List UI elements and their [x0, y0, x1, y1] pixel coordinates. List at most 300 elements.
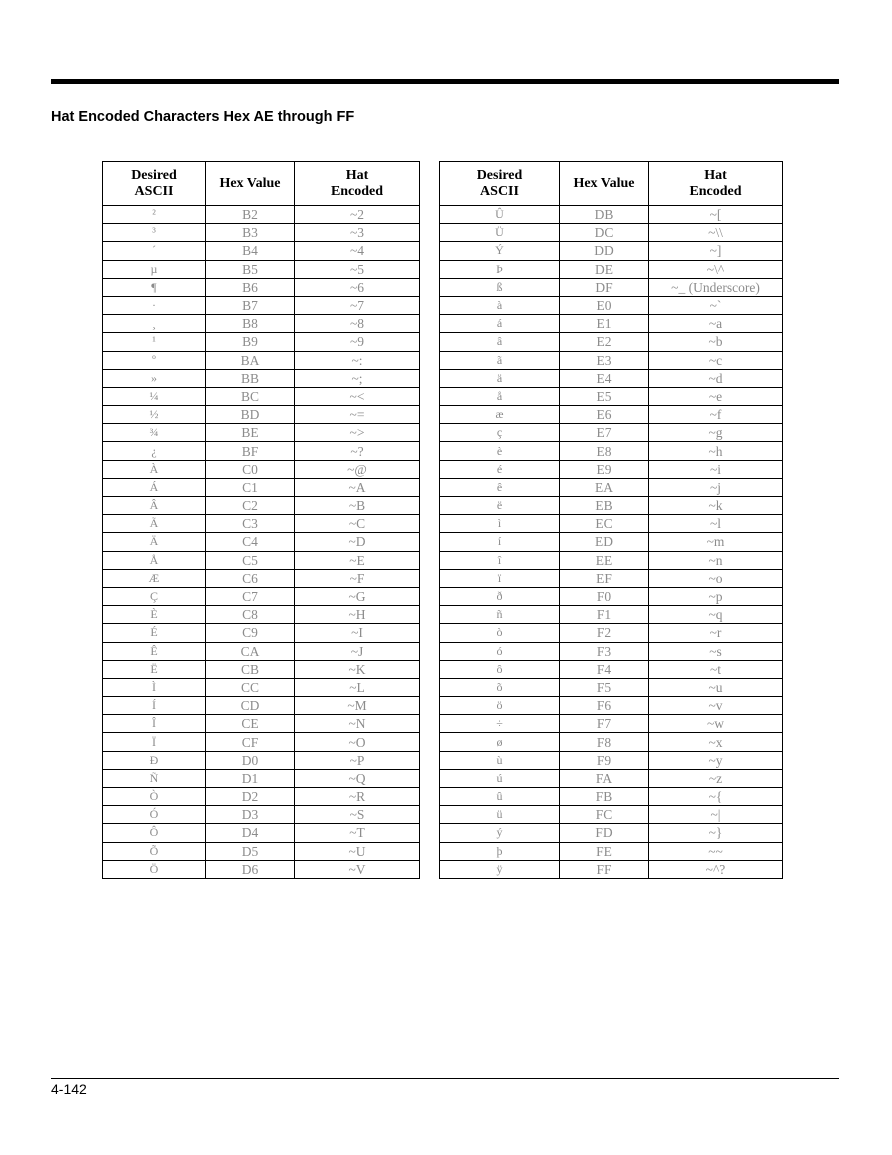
- header-desired-ascii-line2: ASCII: [134, 183, 174, 199]
- ascii-char-cell: ã: [440, 351, 560, 369]
- hex-value-cell: D2: [206, 788, 295, 806]
- hex-value-cell: E3: [560, 351, 649, 369]
- table-row: [440, 497, 783, 515]
- ascii-char-cell: ß: [440, 278, 560, 296]
- hat-encoded-cell: ~J: [295, 642, 420, 660]
- hat-encoded-cell: ~z: [649, 769, 783, 787]
- table-row: [103, 642, 420, 660]
- ascii-char-cell: Í: [103, 697, 206, 715]
- hex-value-cell: D1: [206, 769, 295, 787]
- table-row: [440, 442, 783, 460]
- ascii-char-cell: ý: [440, 824, 560, 842]
- ascii-char-cell: ð: [440, 587, 560, 605]
- hat-encoded-cell: ~L: [295, 678, 420, 696]
- hat-encoded-cell: ~@: [295, 460, 420, 478]
- hat-encoded-cell: ~5: [295, 260, 420, 278]
- hex-value-cell: E0: [560, 296, 649, 314]
- table-row: [440, 333, 783, 351]
- hex-value-cell: EC: [560, 515, 649, 533]
- hex-value-cell: F1: [560, 606, 649, 624]
- table-row: [103, 587, 420, 605]
- hex-value-cell: BE: [206, 424, 295, 442]
- bottom-rule: [51, 1078, 839, 1079]
- table-row: [103, 678, 420, 696]
- ascii-char-cell: à: [440, 296, 560, 314]
- hat-encoded-cell: ~i: [649, 460, 783, 478]
- table-row: [440, 806, 783, 824]
- ascii-char-cell: ö: [440, 697, 560, 715]
- ascii-char-cell: Ö: [103, 860, 206, 878]
- table-row: [103, 242, 420, 260]
- hex-value-cell: FC: [560, 806, 649, 824]
- hat-encoded-cell: ~D: [295, 533, 420, 551]
- page-number: 4-142: [51, 1081, 87, 1097]
- ascii-char-cell: ó: [440, 642, 560, 660]
- hex-value-cell: E5: [560, 387, 649, 405]
- ascii-char-cell: ¾: [103, 424, 206, 442]
- hat-encoded-cell: ~?: [295, 442, 420, 460]
- hat-encoded-cell: ~P: [295, 751, 420, 769]
- ascii-char-cell: ²: [103, 206, 206, 224]
- hat-encoded-cell: ~c: [649, 351, 783, 369]
- table-row: [440, 660, 783, 678]
- ascii-char-cell: Ñ: [103, 769, 206, 787]
- table-row: [103, 497, 420, 515]
- ascii-char-cell: þ: [440, 842, 560, 860]
- hex-value-cell: DC: [560, 224, 649, 242]
- hat-encoded-cell: ~f: [649, 406, 783, 424]
- ascii-char-cell: ü: [440, 806, 560, 824]
- hex-value-cell: D5: [206, 842, 295, 860]
- table-row: [103, 296, 420, 314]
- ascii-char-cell: ·: [103, 296, 206, 314]
- ascii-char-cell: Î: [103, 715, 206, 733]
- hat-encoded-cell: ~]: [649, 242, 783, 260]
- table-row: [440, 424, 783, 442]
- table-row: [440, 769, 783, 787]
- header-hat-encoded-line1: Hat: [704, 167, 727, 183]
- hex-value-cell: CB: [206, 660, 295, 678]
- table-row: [103, 406, 420, 424]
- table-row: [103, 697, 420, 715]
- hat-encoded-cell: ~3: [295, 224, 420, 242]
- hex-value-cell: FE: [560, 842, 649, 860]
- ascii-char-cell: å: [440, 387, 560, 405]
- hat-encoded-cell: ~n: [649, 551, 783, 569]
- ascii-char-cell: Á: [103, 478, 206, 496]
- header-hat-encoded-line1: Hat: [345, 167, 369, 183]
- hat-encoded-cell: ~I: [295, 624, 420, 642]
- table-row: [440, 387, 783, 405]
- hat-encoded-cell: ~d: [649, 369, 783, 387]
- table-row: [103, 824, 420, 842]
- hex-value-cell: B9: [206, 333, 295, 351]
- ascii-char-cell: ³: [103, 224, 206, 242]
- hex-value-cell: EF: [560, 569, 649, 587]
- header-hat-encoded: [295, 162, 420, 206]
- ascii-char-cell: ¼: [103, 387, 206, 405]
- hat-encoded-cell: ~r: [649, 624, 783, 642]
- table-row: [103, 769, 420, 787]
- ascii-char-cell: ÷: [440, 715, 560, 733]
- hex-value-cell: C8: [206, 606, 295, 624]
- table-row: [440, 224, 783, 242]
- hat-encoded-cell: ~6: [295, 278, 420, 296]
- table-row: [103, 460, 420, 478]
- table-row: [103, 333, 420, 351]
- table-row: [103, 551, 420, 569]
- hat-encoded-cell: ~v: [649, 697, 783, 715]
- header-desired-ascii-line1: Desired: [131, 167, 177, 183]
- table-row: [440, 296, 783, 314]
- table-row: [440, 678, 783, 696]
- hat-encoded-cell: ~R: [295, 788, 420, 806]
- table-row: [103, 533, 420, 551]
- hex-value-cell: B8: [206, 315, 295, 333]
- ascii-char-cell: ì: [440, 515, 560, 533]
- hex-value-cell: BC: [206, 387, 295, 405]
- table-row: [103, 606, 420, 624]
- header-hex-value: Hex Value: [206, 162, 295, 206]
- hat-encoded-cell: ~>: [295, 424, 420, 442]
- table-row: [103, 387, 420, 405]
- ascii-char-cell: È: [103, 606, 206, 624]
- table-row: [440, 751, 783, 769]
- hat-encoded-cell: ~4: [295, 242, 420, 260]
- hex-value-cell: C1: [206, 478, 295, 496]
- header-hat-encoded: [649, 162, 783, 206]
- table-row: [103, 860, 420, 878]
- ascii-char-cell: Ò: [103, 788, 206, 806]
- ascii-char-cell: Ü: [440, 224, 560, 242]
- table-row: [103, 515, 420, 533]
- table-row: [440, 860, 783, 878]
- table-row: [103, 315, 420, 333]
- ascii-char-cell: Ç: [103, 587, 206, 605]
- ascii-char-cell: Ã: [103, 515, 206, 533]
- hat-encoded-cell: ~_ (Underscore): [649, 278, 783, 296]
- hat-encoded-cell: ~{: [649, 788, 783, 806]
- hat-encoded-cell: ~V: [295, 860, 420, 878]
- hex-value-cell: DD: [560, 242, 649, 260]
- hat-encoded-cell: ~=: [295, 406, 420, 424]
- hat-encoded-cell: ~s: [649, 642, 783, 660]
- hat-encoded-cell: ~H: [295, 606, 420, 624]
- ascii-char-cell: ò: [440, 624, 560, 642]
- ascii-char-cell: é: [440, 460, 560, 478]
- table-row: [103, 351, 420, 369]
- table-row: [440, 551, 783, 569]
- ascii-char-cell: Ê: [103, 642, 206, 660]
- hat-encoded-cell: ~u: [649, 678, 783, 696]
- hex-value-cell: C4: [206, 533, 295, 551]
- table-row: [440, 260, 783, 278]
- hat-encoded-cell: ~g: [649, 424, 783, 442]
- header-desired-ascii: [103, 162, 206, 206]
- hat-encoded-cell: ~O: [295, 733, 420, 751]
- hex-value-cell: D6: [206, 860, 295, 878]
- table-row: [440, 624, 783, 642]
- hat-encoded-cell: ~T: [295, 824, 420, 842]
- hex-value-cell: B5: [206, 260, 295, 278]
- hex-value-cell: C9: [206, 624, 295, 642]
- hex-value-cell: F4: [560, 660, 649, 678]
- table-row: [440, 206, 783, 224]
- hex-value-cell: B2: [206, 206, 295, 224]
- table-row: [103, 224, 420, 242]
- table-row: [103, 733, 420, 751]
- ascii-char-cell: ¶: [103, 278, 206, 296]
- hex-value-cell: FF: [560, 860, 649, 878]
- hex-value-cell: E7: [560, 424, 649, 442]
- ascii-char-cell: í: [440, 533, 560, 551]
- table-row: [440, 788, 783, 806]
- hat-encoded-cell: ~t: [649, 660, 783, 678]
- hex-value-cell: C6: [206, 569, 295, 587]
- header-desired-ascii-line2: ASCII: [480, 183, 519, 199]
- hat-encoded-cell: ~F: [295, 569, 420, 587]
- hat-encoded-cell: ~`: [649, 296, 783, 314]
- hex-value-cell: FD: [560, 824, 649, 842]
- table-row: [440, 460, 783, 478]
- ascii-char-cell: õ: [440, 678, 560, 696]
- hex-value-cell: FB: [560, 788, 649, 806]
- table-row: [103, 278, 420, 296]
- table-row: [440, 587, 783, 605]
- ascii-char-cell: º: [103, 351, 206, 369]
- table-row: [103, 369, 420, 387]
- hex-value-cell: EB: [560, 497, 649, 515]
- hex-value-cell: F3: [560, 642, 649, 660]
- hex-value-cell: DB: [560, 206, 649, 224]
- hat-encoded-cell: ~S: [295, 806, 420, 824]
- hex-value-cell: F2: [560, 624, 649, 642]
- ascii-char-cell: ô: [440, 660, 560, 678]
- header-desired-ascii: [440, 162, 560, 206]
- ascii-char-cell: ´: [103, 242, 206, 260]
- table-row: [440, 733, 783, 751]
- hat-encoded-cell: ~\^: [649, 260, 783, 278]
- hat-encoded-cell: ~^?: [649, 860, 783, 878]
- table-row: [103, 842, 420, 860]
- table-row: [440, 515, 783, 533]
- ascii-char-cell: Â: [103, 497, 206, 515]
- table-row: [103, 660, 420, 678]
- hex-value-cell: BA: [206, 351, 295, 369]
- ascii-char-cell: ê: [440, 478, 560, 496]
- table-row: [440, 642, 783, 660]
- hex-value-cell: D4: [206, 824, 295, 842]
- hex-value-cell: E1: [560, 315, 649, 333]
- hat-encoded-cell: ~h: [649, 442, 783, 460]
- table-row: [440, 351, 783, 369]
- ascii-char-cell: æ: [440, 406, 560, 424]
- ascii-char-cell: ¸: [103, 315, 206, 333]
- hex-value-cell: D3: [206, 806, 295, 824]
- table-row: [103, 788, 420, 806]
- hex-value-cell: B6: [206, 278, 295, 296]
- hex-value-cell: E4: [560, 369, 649, 387]
- table-body: [103, 206, 420, 879]
- hat-encoded-cell: ~}: [649, 824, 783, 842]
- ascii-char-cell: è: [440, 442, 560, 460]
- hat-encoded-cell: ~A: [295, 478, 420, 496]
- hex-value-cell: E2: [560, 333, 649, 351]
- hex-value-cell: CF: [206, 733, 295, 751]
- ascii-char-cell: µ: [103, 260, 206, 278]
- hat-encoded-cell: ~q: [649, 606, 783, 624]
- hat-encoded-cell: ~l: [649, 515, 783, 533]
- hex-value-cell: EE: [560, 551, 649, 569]
- hat-encoded-cell: ~e: [649, 387, 783, 405]
- hex-value-cell: F5: [560, 678, 649, 696]
- ascii-char-cell: ¹: [103, 333, 206, 351]
- ascii-char-cell: Ð: [103, 751, 206, 769]
- hat-encoded-cell: ~B: [295, 497, 420, 515]
- hex-value-cell: F9: [560, 751, 649, 769]
- hat-encoded-cell: ~N: [295, 715, 420, 733]
- table-row: [440, 824, 783, 842]
- hex-value-cell: F7: [560, 715, 649, 733]
- hat-encoding-table-right: [439, 161, 783, 879]
- ascii-char-cell: î: [440, 551, 560, 569]
- hex-value-cell: BD: [206, 406, 295, 424]
- header-hat-encoded-line2: Encoded: [689, 183, 742, 199]
- hex-value-cell: C0: [206, 460, 295, 478]
- table-row: [103, 569, 420, 587]
- ascii-char-cell: Ë: [103, 660, 206, 678]
- hat-encoded-cell: ~p: [649, 587, 783, 605]
- hat-encoded-cell: ~9: [295, 333, 420, 351]
- table-row: [103, 806, 420, 824]
- hat-encoded-cell: ~K: [295, 660, 420, 678]
- table-row: [103, 260, 420, 278]
- hex-value-cell: C2: [206, 497, 295, 515]
- header-hat-encoded-line2: Encoded: [330, 183, 384, 199]
- hat-encoded-cell: ~[: [649, 206, 783, 224]
- table-header-row: [103, 162, 420, 206]
- hex-value-cell: CA: [206, 642, 295, 660]
- hex-value-cell: E6: [560, 406, 649, 424]
- table-row: [440, 606, 783, 624]
- header-desired-ascii-line1: Desired: [476, 167, 523, 183]
- ascii-char-cell: ù: [440, 751, 560, 769]
- table-row: [440, 569, 783, 587]
- table-row: [103, 424, 420, 442]
- hat-encoded-cell: ~:: [295, 351, 420, 369]
- hat-encoded-cell: ~2: [295, 206, 420, 224]
- hat-encoded-cell: ~y: [649, 751, 783, 769]
- ascii-char-cell: ¿: [103, 442, 206, 460]
- ascii-char-cell: Ô: [103, 824, 206, 842]
- table-row: [440, 715, 783, 733]
- ascii-char-cell: ä: [440, 369, 560, 387]
- ascii-char-cell: Õ: [103, 842, 206, 860]
- hat-encoded-cell: ~7: [295, 296, 420, 314]
- hex-value-cell: BB: [206, 369, 295, 387]
- table-row: [103, 478, 420, 496]
- hex-value-cell: CC: [206, 678, 295, 696]
- hex-value-cell: DE: [560, 260, 649, 278]
- hex-value-cell: DF: [560, 278, 649, 296]
- hat-encoded-cell: ~Q: [295, 769, 420, 787]
- table-row: [440, 478, 783, 496]
- hex-value-cell: ED: [560, 533, 649, 551]
- hat-encoded-cell: ~\\: [649, 224, 783, 242]
- ascii-char-cell: Ý: [440, 242, 560, 260]
- hat-encoded-cell: ~b: [649, 333, 783, 351]
- hat-encoded-cell: ~k: [649, 497, 783, 515]
- table-row: [103, 715, 420, 733]
- hat-encoded-cell: ~<: [295, 387, 420, 405]
- hat-encoded-cell: ~w: [649, 715, 783, 733]
- hex-value-cell: B4: [206, 242, 295, 260]
- table-row: [440, 242, 783, 260]
- table-row: [103, 751, 420, 769]
- hat-encoded-cell: ~;: [295, 369, 420, 387]
- table-row: [440, 842, 783, 860]
- section-title: Hat Encoded Characters Hex AE through FF: [51, 109, 355, 125]
- hat-encoded-cell: ~~: [649, 842, 783, 860]
- table-row: [440, 369, 783, 387]
- hex-value-cell: C3: [206, 515, 295, 533]
- ascii-char-cell: ç: [440, 424, 560, 442]
- top-rule: [51, 79, 839, 84]
- ascii-char-cell: ï: [440, 569, 560, 587]
- hex-value-cell: F8: [560, 733, 649, 751]
- ascii-char-cell: ÿ: [440, 860, 560, 878]
- table-row: [440, 278, 783, 296]
- hat-encoded-cell: ~m: [649, 533, 783, 551]
- header-hex-value: Hex Value: [560, 162, 649, 206]
- hat-encoding-table-left: [102, 161, 420, 879]
- table-row: [103, 206, 420, 224]
- hex-value-cell: B3: [206, 224, 295, 242]
- hex-value-cell: F6: [560, 697, 649, 715]
- hex-value-cell: CD: [206, 697, 295, 715]
- ascii-char-cell: â: [440, 333, 560, 351]
- ascii-char-cell: Ï: [103, 733, 206, 751]
- table-row: [440, 697, 783, 715]
- table-row: [440, 533, 783, 551]
- ascii-char-cell: û: [440, 788, 560, 806]
- table-header-row: [440, 162, 783, 206]
- hex-value-cell: E9: [560, 460, 649, 478]
- hat-encoded-cell: ~8: [295, 315, 420, 333]
- hat-encoded-cell: ~x: [649, 733, 783, 751]
- table-body: [440, 206, 783, 879]
- ascii-char-cell: ½: [103, 406, 206, 424]
- hat-encoded-cell: ~G: [295, 587, 420, 605]
- ascii-char-cell: Æ: [103, 569, 206, 587]
- hex-value-cell: D0: [206, 751, 295, 769]
- hat-encoded-cell: ~o: [649, 569, 783, 587]
- hat-encoded-cell: ~C: [295, 515, 420, 533]
- ascii-char-cell: À: [103, 460, 206, 478]
- ascii-char-cell: Ì: [103, 678, 206, 696]
- ascii-char-cell: Þ: [440, 260, 560, 278]
- hex-value-cell: B7: [206, 296, 295, 314]
- hat-encoded-cell: ~j: [649, 478, 783, 496]
- hex-value-cell: C7: [206, 587, 295, 605]
- ascii-char-cell: Ä: [103, 533, 206, 551]
- ascii-char-cell: á: [440, 315, 560, 333]
- hat-encoded-cell: ~M: [295, 697, 420, 715]
- hat-encoded-cell: ~U: [295, 842, 420, 860]
- hat-encoded-cell: ~E: [295, 551, 420, 569]
- ascii-char-cell: ë: [440, 497, 560, 515]
- hat-encoded-cell: ~a: [649, 315, 783, 333]
